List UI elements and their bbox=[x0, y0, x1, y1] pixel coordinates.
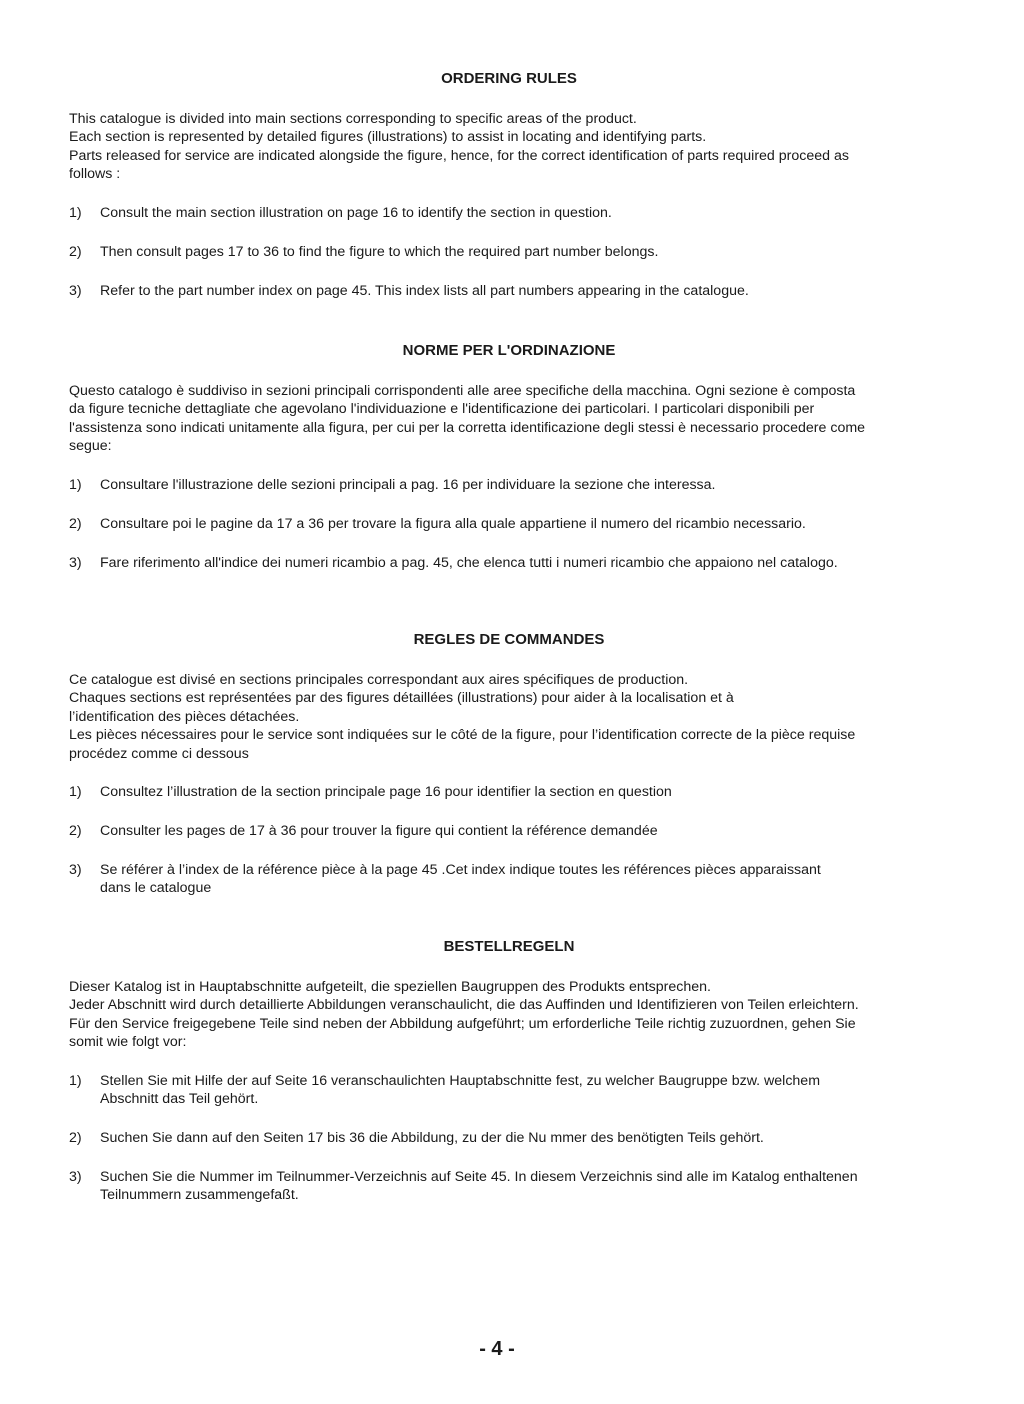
step-item bbox=[69, 861, 840, 898]
step-number: 1) bbox=[69, 784, 82, 801]
step-text: Refer to the part number index on page 45. This index lists all part numbers appearing in the catalogue. bbox=[100, 282, 749, 299]
step-number: 1) bbox=[69, 1072, 82, 1089]
intro-paragraph: Questo catalogo è suddiviso in sezioni principali corrispondenti alle aree specifiche della macchina. Ogni sezione è composta da figure tecniche dettagliate che agevolano l'individuazione e l'identificazione dei particolari. I particolari disponibili per l'assistenza sono indicati unitamente alla figura, per cui per la corretta identificazione degli stessi è necessario procedere come segue: bbox=[69, 383, 866, 455]
step-text: Suchen Sie dann auf den Seiten 17 bis 36 die Abbildung, zu der die Nu mmer des benötigten Teils gehört. bbox=[100, 1130, 764, 1147]
step-text: Fare riferimento all'indice dei numeri ricambio a pag. 45, che elenca tutti i numeri ricambio che appaiono nel catalogo. bbox=[100, 554, 838, 571]
step-item bbox=[69, 1168, 865, 1205]
step-text: Consulter les pages de 17 à 36 pour trouver la figure qui contient la référence demandée bbox=[100, 823, 658, 840]
step-item bbox=[69, 554, 875, 572]
intro-paragraph: Ce catalogue est divisé en sections principales correspondant aux aires spécifiques de production. bbox=[69, 672, 689, 688]
step-text: Consult the main section illustration on page 16 to identify the section in question. bbox=[100, 204, 612, 221]
section-heading: REGLES DE COMMANDES bbox=[413, 631, 605, 648]
intro-paragraph: This catalogue is divided into main sections corresponding to specific areas of the product. bbox=[69, 111, 637, 127]
step-item bbox=[69, 783, 949, 801]
step-item bbox=[69, 1129, 949, 1147]
section-heading: BESTELLREGELN bbox=[443, 938, 575, 955]
step-text: Then consult pages 17 to 36 to find the figure to which the required part number belongs. bbox=[100, 243, 659, 260]
step-item bbox=[69, 1072, 865, 1109]
section-intro bbox=[69, 382, 869, 456]
intro-paragraph: Chaques sections est représentées par des figures détaillées (illustrations) pour aider à la localisation et à l’identification des pièces détachées. bbox=[69, 690, 734, 725]
catalogue-page bbox=[69, 0, 949, 1404]
intro-paragraph: Parts released for service are indicated alongside the figure, hence, for the correct identification of parts required proceed as follows : bbox=[69, 147, 849, 183]
step-number: 2) bbox=[69, 243, 82, 260]
step-number: 1) bbox=[69, 476, 82, 493]
step-item bbox=[69, 515, 949, 533]
step-text: Se référer à l’index de la référence pièce à la page 45 .Cet index indique toutes les références pièces apparaissant dans le catalogue bbox=[100, 862, 821, 897]
step-item bbox=[69, 476, 949, 494]
step-number: 3) bbox=[69, 554, 82, 571]
section-intro bbox=[69, 110, 859, 184]
page-number: - 4 - bbox=[479, 1338, 515, 1360]
step-text: Consultare l'illustrazione delle sezioni principali a pag. 16 per individuare la sezione che interessa. bbox=[100, 476, 716, 493]
step-text: Consultez l’illustration de la section principale page 16 pour identifier la section en question bbox=[100, 784, 672, 801]
step-number: 1) bbox=[69, 204, 82, 221]
section-french bbox=[69, 631, 949, 918]
section-heading: ORDERING RULES bbox=[441, 70, 577, 87]
intro-paragraph: Les pièces nécessaires pour le service sont indiquées sur le côté de la figure, pour l’identification correcte de la pièce requise procédez comme ci dessous bbox=[69, 727, 856, 762]
intro-paragraph: Für den Service freigegebene Teile sind neben der Abbildung aufgeführt; um erforderliche Teile richtig zuzuordnen, gehen Sie somit wie folgt vor: bbox=[69, 1015, 856, 1051]
section-heading: NORME PER L'ORDINAZIONE bbox=[402, 342, 616, 359]
step-item bbox=[69, 822, 949, 840]
step-number: 3) bbox=[69, 862, 82, 879]
intro-paragraph: Each section is represented by detailed figures (illustrations) to assist in locating and identifying parts. bbox=[69, 129, 707, 146]
step-item bbox=[69, 204, 949, 222]
steps-list bbox=[69, 204, 949, 300]
step-number: 2) bbox=[69, 823, 82, 840]
step-item bbox=[69, 243, 949, 261]
section-german bbox=[69, 938, 949, 1225]
steps-list bbox=[69, 1072, 949, 1205]
section-english bbox=[69, 70, 949, 321]
steps-list bbox=[69, 783, 949, 898]
intro-paragraph: Dieser Katalog ist in Hauptabschnitte aufgeteilt, die speziellen Baugruppen des Produkts entsprechen. bbox=[69, 979, 711, 995]
steps-list bbox=[69, 476, 949, 572]
step-text: Consultare poi le pagine da 17 a 36 per trovare la figura alla quale appartiene il numero del ricambio necessario. bbox=[100, 515, 806, 532]
section-italian bbox=[69, 342, 949, 593]
step-item bbox=[69, 282, 949, 300]
step-text: Suchen Sie die Nummer im Teilnummer-Verzeichnis auf Seite 45. In diesem Verzeichnis sind alle im Katalog enthaltenen Teilnummern zusammengefaßt. bbox=[100, 1169, 858, 1204]
step-number: 2) bbox=[69, 1130, 82, 1147]
step-text: Stellen Sie mit Hilfe der auf Seite 16 veranschaulichten Hauptabschnitte fest, zu welcher Baugruppe bzw. welchem Abschnitt das Teil gehört. bbox=[100, 1072, 821, 1108]
step-number: 3) bbox=[69, 282, 82, 299]
section-intro bbox=[69, 978, 864, 1052]
step-number: 2) bbox=[69, 515, 82, 532]
section-intro bbox=[69, 671, 889, 763]
step-number: 3) bbox=[69, 1169, 82, 1186]
intro-paragraph: Jeder Abschnitt wird durch detaillierte Abbildungen veranschaulicht, die das Auffinden und Identifizieren von Teilen erleichtern. bbox=[69, 997, 859, 1014]
